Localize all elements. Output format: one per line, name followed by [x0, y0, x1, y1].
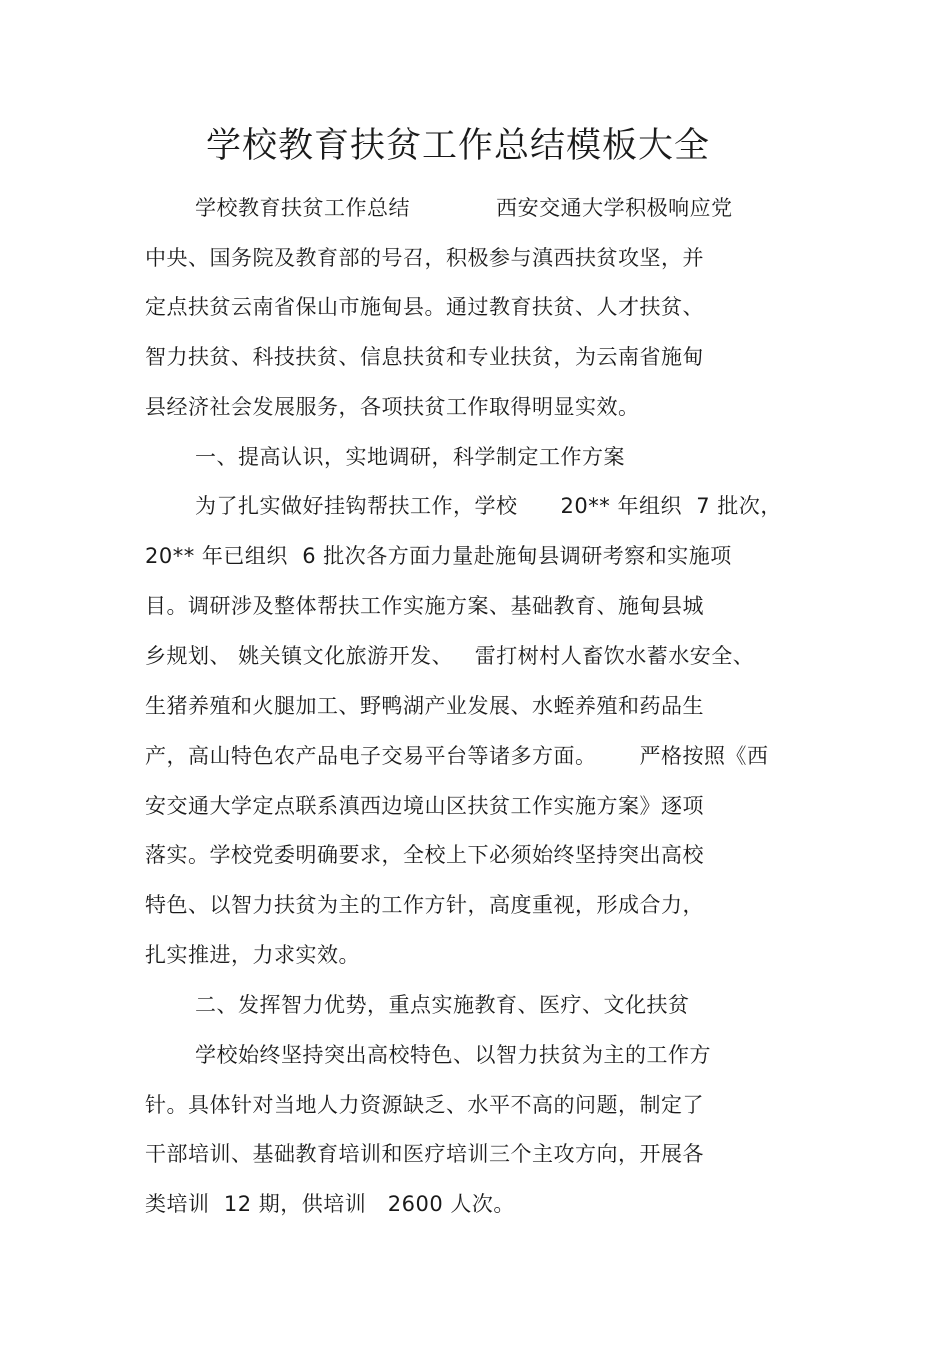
paragraph-line: 20** 年已组织 6 批次各方面力量赴施甸县调研考察和实施项	[145, 544, 732, 568]
paragraph-line: 类培训 12 期，供培训 2600 人次。	[145, 1192, 515, 1216]
section-heading: 一、提高认识，实地调研，科学制定工作方案	[195, 445, 625, 469]
paragraph-line: 落实。学校党委明确要求，全校上下必须始终坚持突出高校	[145, 843, 704, 867]
paragraph-line: 干部培训、基础教育培训和医疗培训三个主攻方向，开展各	[145, 1142, 704, 1166]
paragraph-line: 针。具体针对当地人力资源缺乏、水平不高的问题，制定了	[145, 1093, 704, 1117]
paragraph-line: 县经济社会发展服务，各项扶贫工作取得明显实效。	[145, 395, 640, 419]
paragraph-line: 扎实推进，力求实效。	[145, 943, 360, 967]
paragraph-line: 产，高山特色农产品电子交易平台等诸多方面。 严格按照《西	[145, 744, 769, 768]
paragraph-line: 目。调研涉及整体帮扶工作实施方案、基础教育、施甸县城	[145, 594, 704, 618]
paragraph-line: 学校教育扶贫工作总结 西安交通大学积极响应党	[195, 196, 733, 220]
section-heading: 二、发挥智力优势，重点实施教育、医疗、文化扶贫	[195, 993, 690, 1017]
paragraph-line: 定点扶贫云南省保山市施甸县。通过教育扶贫、人才扶贫、	[145, 295, 704, 319]
paragraph-line: 安交通大学定点联系滇西边境山区扶贫工作实施方案》逐项	[145, 794, 704, 818]
paragraph-line: 为了扎实做好挂钩帮扶工作，学校 20** 年组织 7 批次，	[195, 494, 782, 518]
document-title: 学校教育扶贫工作总结模板大全	[205, 126, 710, 166]
paragraph-line: 乡规划、 姚关镇文化旅游开发、 雷打树村人畜饮水蓄水安全、	[145, 644, 755, 668]
paragraph-line: 中央、国务院及教育部的号召，积极参与滇西扶贫攻坚，并	[145, 246, 704, 270]
paragraph-line: 学校始终坚持突出高校特色、以智力扶贫为主的工作方	[195, 1043, 711, 1067]
paragraph-line: 特色、以智力扶贫为主的工作方针，高度重视，形成合力，	[145, 893, 704, 917]
paragraph-line: 生猪养殖和火腿加工、野鸭湖产业发展、水蛭养殖和药品生	[145, 694, 704, 718]
paragraph-line: 智力扶贫、科技扶贫、信息扶贫和专业扶贫，为云南省施甸	[145, 345, 704, 369]
